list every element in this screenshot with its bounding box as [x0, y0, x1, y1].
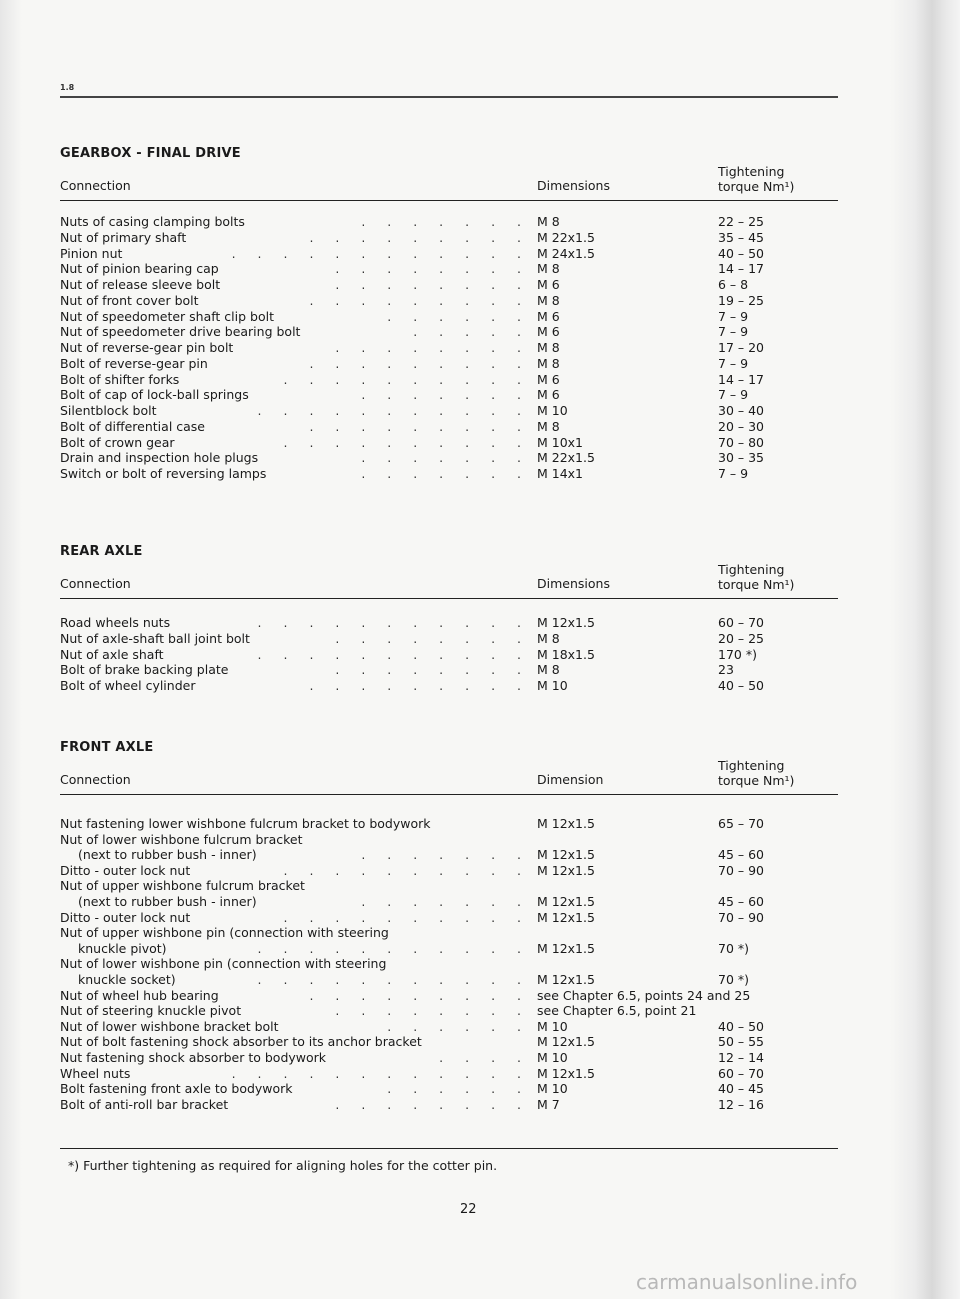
torque-cell: 35 – 45: [718, 229, 765, 245]
dimension-cell: M 7: [537, 1096, 560, 1112]
leader-dots: . . . . . . . . . .: [283, 434, 530, 450]
connection-cell: Ditto - outer lock nut: [60, 862, 191, 878]
leader-dots: . . . . . . . . . . .: [257, 940, 530, 956]
dimension-cell: M 10x1: [537, 434, 584, 450]
leader-dots: . . . . . . . . .: [309, 678, 530, 693]
connection-cell: Bolt of differential case: [60, 418, 205, 434]
connection-cell: Nut of lower wishbone fulcrum bracket: [60, 831, 303, 847]
connection-cell: (next to rubber bush - inner): [78, 894, 257, 909]
torque-cell: 50 – 55: [718, 1034, 765, 1050]
dimension-cell: M 8: [537, 418, 560, 434]
leader-dots: . . . . .: [413, 324, 530, 340]
torque-cell: 30 – 35: [718, 450, 765, 466]
leader-dots: . . . . . . . .: [335, 277, 530, 292]
dimension-cell: M 12x1.5: [537, 972, 595, 987]
connection-cell: Nut of speedometer drive bearing bolt: [60, 324, 301, 340]
leader-dots: . . . . . . . .: [335, 1003, 530, 1019]
section-title: FRONT AXLE: [60, 740, 154, 755]
dimension-cell: M 12x1.5: [537, 862, 595, 878]
column-header-torque: [718, 758, 794, 788]
connection-cell: Nut of wheel hub bearing: [60, 987, 219, 1003]
torque-cell: 40 – 50: [718, 1018, 765, 1034]
page-edge-shadow-left: [0, 0, 22, 1299]
connection-cell: Bolt of anti-roll bar bracket: [60, 1096, 229, 1112]
table-row: [60, 372, 850, 387]
footnote: *) Further tightening as required for aligning holes for the cotter pin.: [68, 1158, 498, 1173]
connection-cell: Road wheels nuts: [60, 615, 171, 630]
leader-dots: . . . . . .: [387, 308, 530, 324]
dimension-cell: M 8: [537, 662, 560, 678]
table-row: [60, 647, 850, 662]
torque-cell: 14 – 17: [718, 371, 765, 387]
connection-cell: Nut of lower wishbone pin (connection with steering: [60, 956, 387, 972]
dimension-cell: M 6: [537, 308, 560, 324]
page-reference: 1.8: [60, 83, 75, 92]
connection-cell: Pinion nut: [60, 245, 123, 261]
page-edge-shadow-right: [890, 0, 960, 1299]
torque-cell: 6 – 8: [718, 277, 749, 292]
torque-cell: 40 – 45: [718, 1081, 765, 1097]
table-row: [60, 356, 850, 371]
table-row: [60, 878, 850, 893]
torque-cell: 170 *): [718, 646, 757, 662]
table-row: [60, 662, 850, 677]
torque-cell: 20 – 25: [718, 630, 765, 646]
table-row: [60, 324, 850, 339]
dimension-cell: M 12x1.5: [537, 847, 595, 863]
connection-cell: Nut of primary shaft: [60, 229, 187, 245]
connection-cell: Drain and inspection hole plugs: [60, 450, 259, 466]
torque-cell: 14 – 17: [718, 261, 765, 277]
torque-cell: 40 – 50: [718, 678, 765, 693]
table-row: [60, 1050, 850, 1065]
table-row: [60, 1097, 850, 1112]
column-header-dimensions: Dimensions: [537, 178, 610, 193]
table-row: [60, 910, 850, 925]
dimension-cell: M 10: [537, 1050, 568, 1065]
dimension-cell: M 8: [537, 214, 560, 229]
leader-dots: . . . . . . .: [361, 214, 530, 229]
table-row: [60, 293, 850, 308]
leader-dots: . . . . . . .: [361, 894, 530, 909]
column-header-dimensions: Dimension: [537, 772, 604, 787]
table-row: [60, 246, 850, 261]
table-row: [60, 1066, 850, 1081]
table-row: [60, 941, 850, 956]
torque-cell: 70 *): [718, 972, 750, 987]
leader-dots: . . . . . . . . .: [309, 292, 530, 308]
leader-dots: . . . . . . .: [361, 387, 530, 403]
table-row: [60, 214, 850, 229]
dimension-cell: M 6: [537, 324, 560, 340]
torque-cell: 40 – 50: [718, 245, 765, 261]
column-header-torque-line2: torque Nm¹): [718, 179, 795, 194]
torque-cell: 23: [718, 662, 734, 678]
connection-cell: Switch or bolt of reversing lamps: [60, 466, 267, 481]
table-row: [60, 387, 850, 402]
dimension-cell: M 12x1.5: [537, 909, 595, 925]
table-row: [60, 925, 850, 940]
torque-cell: 22 – 25: [718, 214, 765, 229]
connection-cell: Nut of release sleeve bolt: [60, 277, 221, 292]
torque-cell: 12 – 14: [718, 1050, 765, 1065]
bottom-rule: [60, 1148, 838, 1149]
leader-dots: . . . . . . .: [361, 450, 530, 466]
connection-cell: Nut of bolt fastening shock absorber to its anchor bracket: [60, 1034, 422, 1050]
connection-cell: Bolt of brake backing plate: [60, 662, 229, 678]
torque-cell: 65 – 70: [718, 816, 765, 831]
leader-dots: . . . . . . . . . .: [283, 909, 530, 925]
table-row: [60, 1019, 850, 1034]
top-rule: [60, 96, 838, 98]
torque-cell: 19 – 25: [718, 292, 765, 308]
section-title: GEARBOX - FINAL DRIVE: [60, 146, 241, 161]
dimension-cell: M 12x1.5: [537, 894, 595, 909]
leader-dots: . . . . . . . . .: [309, 355, 530, 371]
connection-cell: Nut fastening lower wishbone fulcrum bracket to bodywork: [60, 816, 431, 831]
connection-cell: Bolt of cap of lock-ball springs: [60, 387, 249, 403]
section-title: REAR AXLE: [60, 544, 143, 559]
dimension-cell: M 6: [537, 387, 560, 403]
connection-cell: Ditto - outer lock nut: [60, 909, 191, 925]
dimension-cell: see Chapter 6.5, point 21: [537, 1003, 697, 1019]
torque-cell: 12 – 16: [718, 1096, 765, 1112]
leader-dots: . . . . . . . . . .: [283, 371, 530, 387]
connection-cell: knuckle pivot): [78, 940, 167, 956]
leader-dots: . . . . . . . . . .: [283, 862, 530, 878]
table-row: [60, 309, 850, 324]
table-row: [60, 678, 850, 693]
column-header-torque-line2: torque Nm¹): [718, 577, 795, 592]
dimension-cell: M 10: [537, 678, 568, 693]
table-row: [60, 435, 850, 450]
table-row: [60, 631, 850, 646]
table-row: [60, 419, 850, 434]
dimension-cell: M 18x1.5: [537, 646, 595, 662]
torque-cell: 7 – 9: [718, 466, 749, 481]
table-row: [60, 450, 850, 465]
dimension-cell: M 8: [537, 261, 560, 277]
table-row: [60, 277, 850, 292]
table-row: [60, 972, 850, 987]
torque-cell: 70 *): [718, 940, 750, 956]
dimension-cell: M 22x1.5: [537, 450, 595, 466]
column-header-connection: Connection: [60, 576, 131, 591]
table-row: [60, 403, 850, 418]
dimension-cell: M 14x1: [537, 466, 584, 481]
table-row: [60, 863, 850, 878]
leader-dots: . . . . . . . . .: [309, 229, 530, 245]
dimension-cell: M 12x1.5: [537, 816, 595, 831]
dimension-cell: M 8: [537, 292, 560, 308]
dimension-cell: M 6: [537, 277, 560, 292]
column-header-torque-line1: Tightening: [718, 164, 785, 179]
column-header-dimensions: Dimensions: [537, 576, 610, 591]
leader-dots: . . . . . . . . . . .: [257, 615, 530, 630]
torque-cell: 20 – 30: [718, 418, 765, 434]
dimension-cell: M 10: [537, 403, 568, 418]
connection-cell: Nut of speedometer shaft clip bolt: [60, 308, 274, 324]
torque-cell: 70 – 90: [718, 909, 765, 925]
dimension-cell: M 12x1.5: [537, 615, 595, 630]
table-row: [60, 988, 850, 1003]
table-row: [60, 261, 850, 276]
leader-dots: . . . . . .: [387, 1018, 530, 1034]
leader-dots: . . . . . . . .: [335, 630, 530, 646]
table-row: [60, 816, 850, 831]
header-rule: [60, 200, 838, 201]
dimension-cell: M 8: [537, 340, 560, 355]
connection-cell: Bolt of shifter forks: [60, 371, 180, 387]
torque-cell: 7 – 9: [718, 355, 749, 371]
page-number: 22: [460, 1202, 477, 1217]
table-row: [60, 1081, 850, 1096]
leader-dots: . . . . . . . . . . .: [257, 972, 530, 987]
dimension-cell: M 24x1.5: [537, 245, 595, 261]
leader-dots: . . . . . . . . .: [309, 987, 530, 1003]
watermark-text: carmanualsonline.info: [636, 1270, 858, 1294]
dimension-cell: M 8: [537, 630, 560, 646]
header-rule: [60, 794, 838, 795]
table-row: [60, 956, 850, 971]
dimension-cell: M 12x1.5: [537, 1065, 595, 1081]
dimension-cell: M 12x1.5: [537, 940, 595, 956]
connection-cell: Nut of reverse-gear pin bolt: [60, 340, 234, 355]
torque-cell: 7 – 9: [718, 387, 749, 403]
torque-cell: 60 – 70: [718, 615, 765, 630]
dimension-cell: M 10: [537, 1018, 568, 1034]
table-row: [60, 340, 850, 355]
connection-cell: Nut fastening shock absorber to bodywork: [60, 1050, 327, 1065]
dimension-cell: see Chapter 6.5, points 24 and 25: [537, 987, 751, 1003]
leader-dots: . . . . . . . . . . .: [257, 403, 530, 418]
connection-cell: knuckle socket): [78, 972, 176, 987]
leader-dots: . . . . . .: [387, 1081, 530, 1097]
torque-cell: 45 – 60: [718, 847, 765, 863]
table-row: [60, 230, 850, 245]
connection-cell: Bolt of crown gear: [60, 434, 175, 450]
connection-cell: Nut of upper wishbone fulcrum bracket: [60, 878, 305, 894]
torque-cell: 17 – 20: [718, 340, 765, 355]
dimension-cell: M 22x1.5: [537, 229, 595, 245]
connection-cell: Bolt fastening front axle to bodywork: [60, 1081, 293, 1097]
connection-cell: Nuts of casing clamping bolts: [60, 214, 245, 229]
table-row: [60, 615, 850, 630]
torque-cell: 7 – 9: [718, 324, 749, 340]
column-header-connection: Connection: [60, 772, 131, 787]
leader-dots: . . . . . . . .: [335, 340, 530, 355]
dimension-cell: M 8: [537, 355, 560, 371]
table-row: [60, 894, 850, 909]
connection-cell: Silentblock bolt: [60, 403, 157, 418]
connection-cell: Nut of axle-shaft ball joint bolt: [60, 630, 250, 646]
column-header-torque: [718, 164, 794, 194]
leader-dots: . . . . . . . .: [335, 1096, 530, 1112]
connection-cell: Bolt of wheel cylinder: [60, 678, 196, 693]
table-row: [60, 832, 850, 847]
connection-cell: Nut of lower wishbone bracket bolt: [60, 1018, 279, 1034]
torque-cell: 70 – 80: [718, 434, 765, 450]
column-header-torque-line2: torque Nm¹): [718, 773, 795, 788]
leader-dots: . . . . . . .: [361, 466, 530, 481]
dimension-cell: M 12x1.5: [537, 1034, 595, 1050]
column-header-torque: [718, 562, 794, 592]
connection-cell: Bolt of reverse-gear pin: [60, 355, 208, 371]
column-header-torque-line1: Tightening: [718, 758, 785, 773]
torque-cell: 70 – 90: [718, 862, 765, 878]
leader-dots: . . . . . . . .: [335, 662, 530, 678]
torque-cell: 30 – 40: [718, 403, 765, 418]
dimension-cell: M 6: [537, 371, 560, 387]
torque-cell: 7 – 9: [718, 308, 749, 324]
table-row: [60, 466, 850, 481]
column-header-torque-line1: Tightening: [718, 562, 785, 577]
leader-dots: . . . . . . . . . . . .: [231, 245, 530, 261]
leader-dots: . . . . . . . . . . .: [257, 646, 530, 662]
connection-cell: Nut of front cover bolt: [60, 292, 199, 308]
connection-cell: Wheel nuts: [60, 1065, 131, 1081]
dimension-cell: M 10: [537, 1081, 568, 1097]
connection-cell: Nut of pinion bearing cap: [60, 261, 219, 277]
connection-cell: Nut of axle shaft: [60, 646, 164, 662]
connection-cell: (next to rubber bush - inner): [78, 847, 257, 863]
leader-dots: . . . . . . . . .: [309, 418, 530, 434]
leader-dots: . . . . . . .: [361, 847, 530, 863]
table-row: [60, 1034, 850, 1049]
connection-cell: Nut of steering knuckle pivot: [60, 1003, 242, 1019]
torque-cell: 45 – 60: [718, 894, 765, 909]
column-header-connection: Connection: [60, 178, 131, 193]
leader-dots: . . . . . . . .: [335, 261, 530, 277]
table-row: [60, 847, 850, 862]
table-row: [60, 1003, 850, 1018]
connection-cell: Nut of upper wishbone pin (connection with steering: [60, 925, 389, 941]
header-rule: [60, 598, 838, 599]
leader-dots: . . . .: [439, 1050, 530, 1065]
leader-dots: . . . . . . . . . . . .: [231, 1065, 530, 1081]
torque-cell: 60 – 70: [718, 1065, 765, 1081]
